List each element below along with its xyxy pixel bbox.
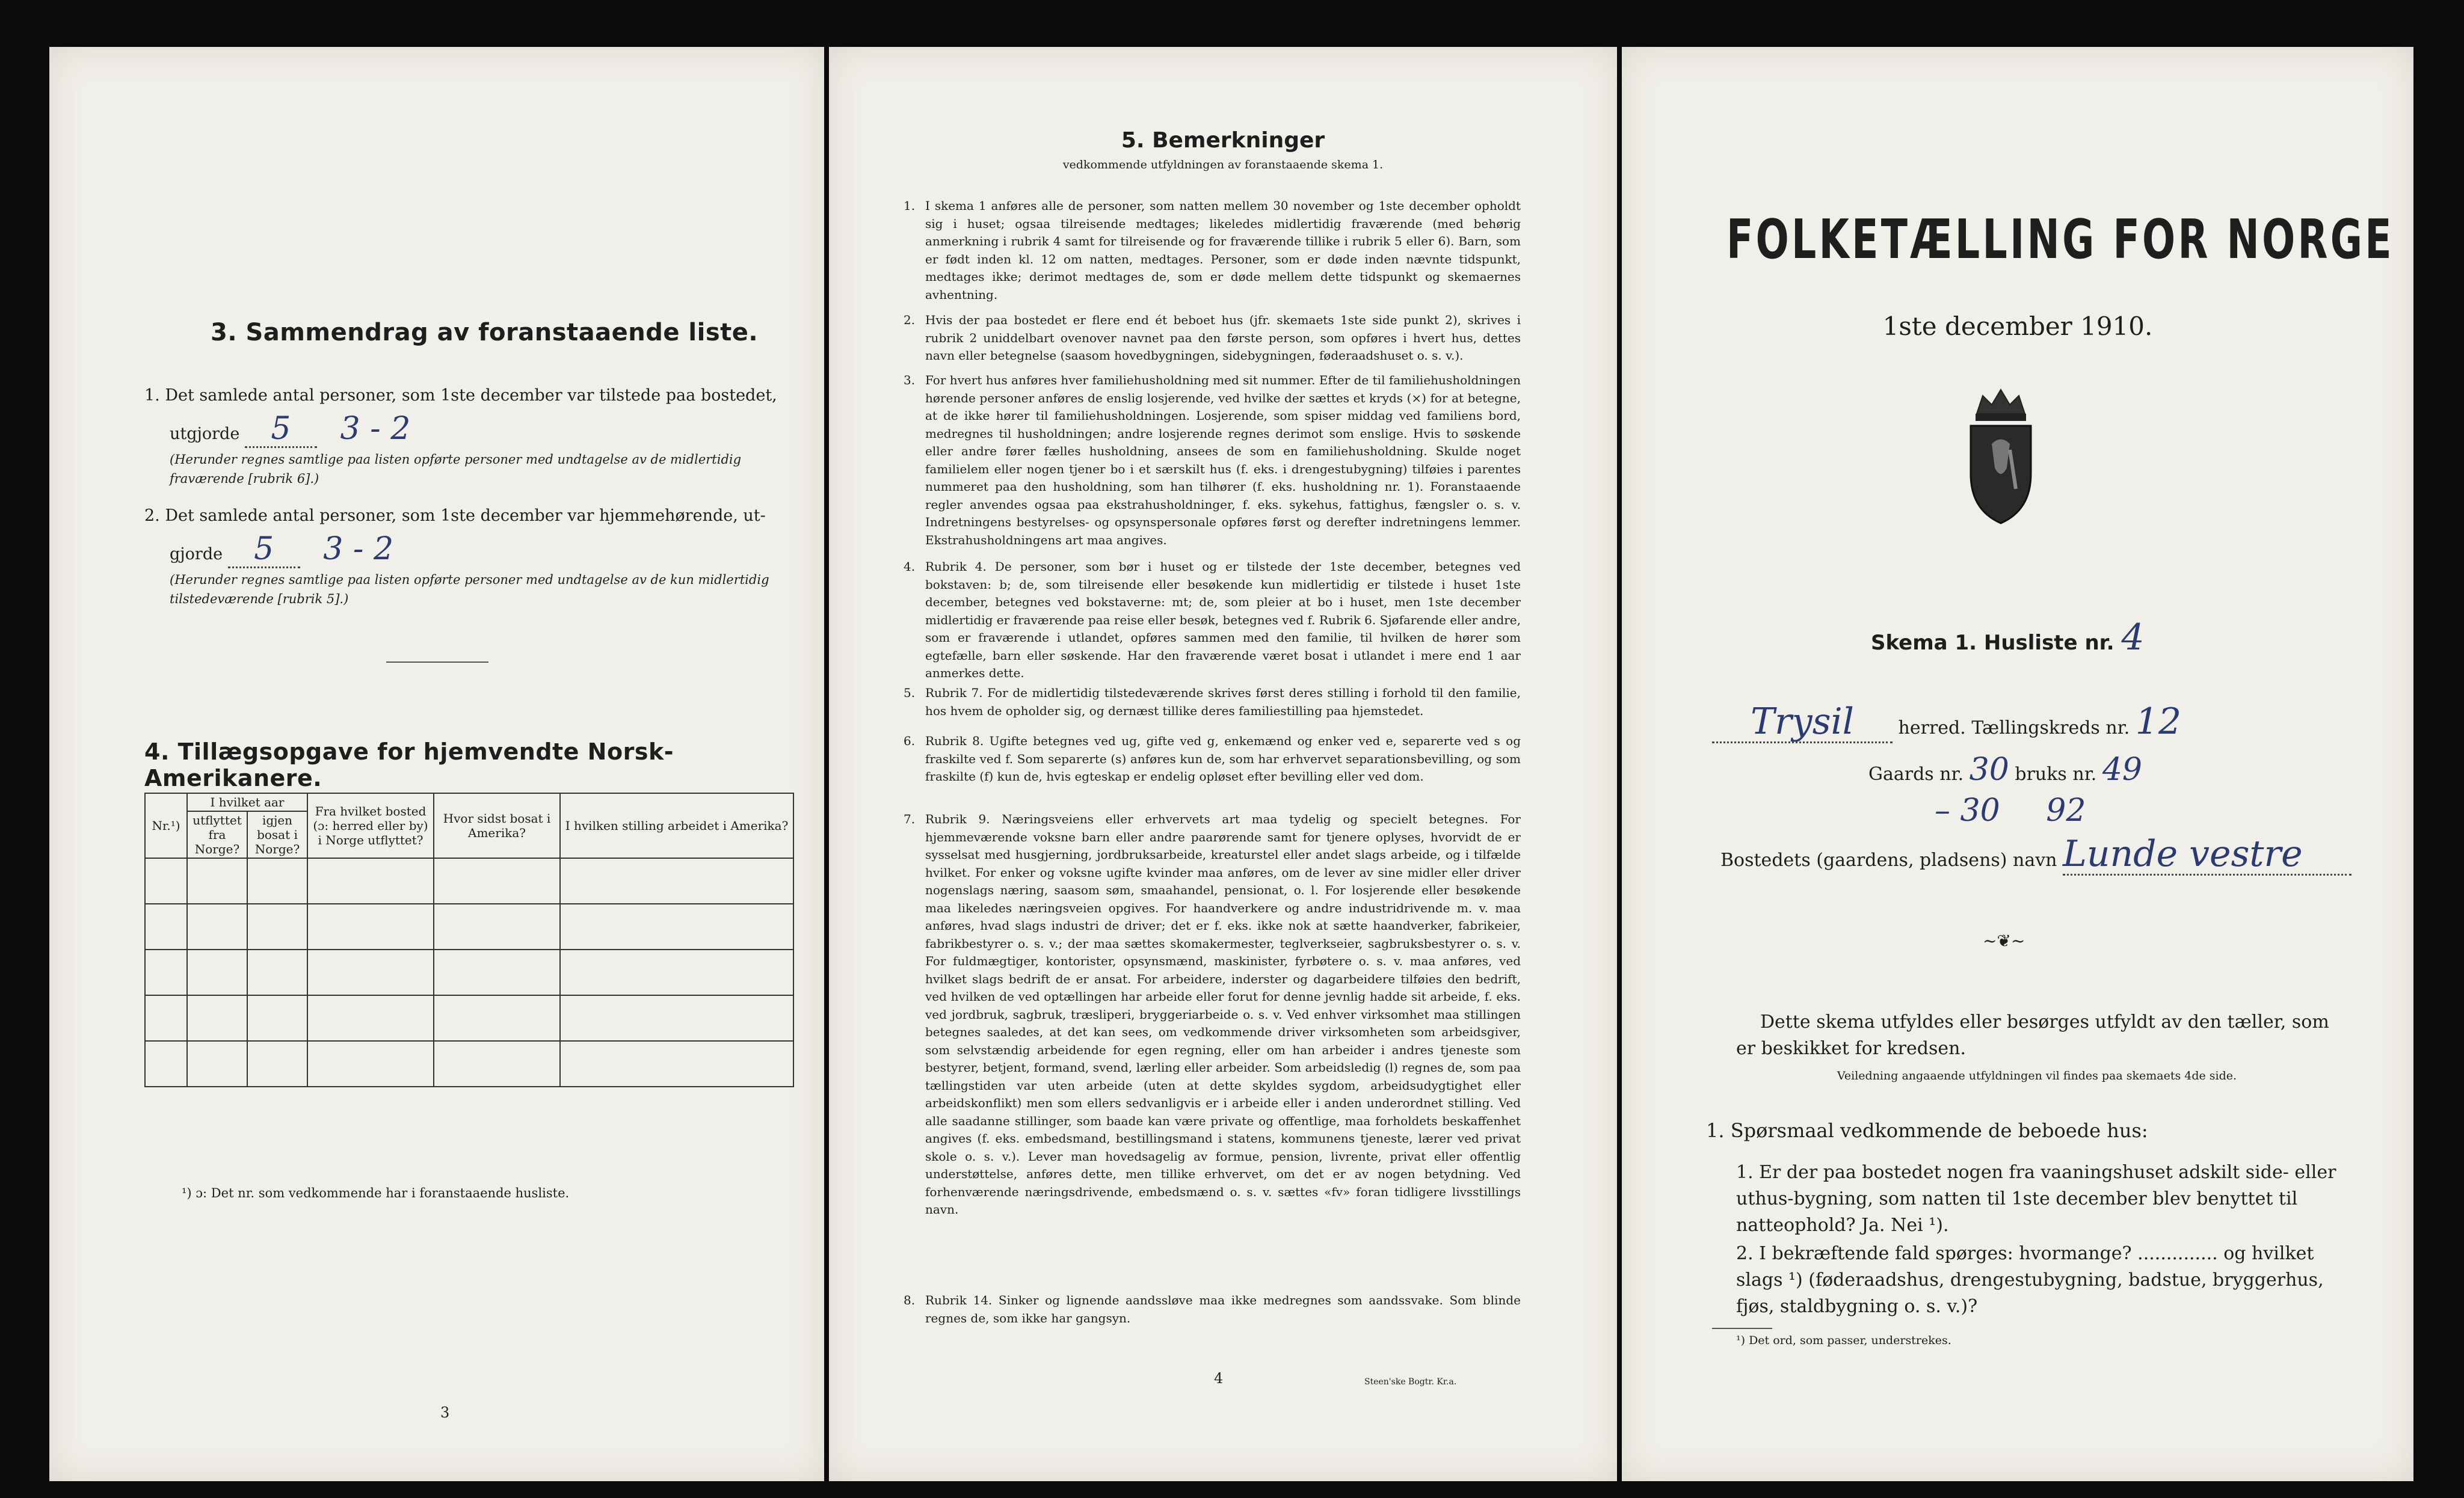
page-left bbox=[49, 47, 824, 1481]
schema-label: Skema 1. Husliste nr. bbox=[1871, 631, 2114, 655]
remark-6: 6. Rubrik 8. Ugifte betegnes ved ug, gifte ved g, enkemænd og enker ved e, separerte ved s og fraskilte ved f. Som separerte (s) anføres kun de, som har erhvervet separationsbevilling, og som fraskilte (f) kun de, hvis egteskap er endelig opløset efter bevilling eller ved dom. bbox=[904, 734, 1521, 784]
printer-mark: Steen'ske Bogtr. Kr.a. bbox=[1364, 1377, 1457, 1387]
page-middle bbox=[829, 47, 1617, 1481]
col-group: I hvilket aar bbox=[187, 793, 307, 811]
item1-handwritten: 5 bbox=[271, 411, 291, 447]
item1-text: 1. Det samlede antal personer, som 1ste december var tilstede paa bostedet, bbox=[144, 386, 777, 405]
kreds-nr: 12 bbox=[2135, 701, 2182, 743]
herred-line bbox=[1712, 701, 2182, 743]
ornament-icon: ~❦~ bbox=[1983, 931, 2025, 951]
table-footnote: ¹) ɔ: Det nr. som vedkommende har i foranstaaende husliste. bbox=[182, 1186, 570, 1200]
bosted-label: Bostedets (gaardens, pladsens) navn bbox=[1720, 850, 2057, 871]
tillegg-table bbox=[144, 793, 794, 1087]
item1-line bbox=[170, 411, 411, 448]
col-hvor-sidst: Hvor sidst bosat i Amerika? bbox=[434, 793, 560, 858]
section4-title: 4. Tillægsopgave for hjemvendte Norsk-Amerikanere. bbox=[144, 738, 674, 791]
table-row bbox=[145, 950, 793, 995]
item2-prefix: gjorde bbox=[170, 545, 223, 563]
item2-note: (Herunder regnes samtlige paa listen opførte personer med undtagelse av de kun midlertidig tilstedeværende [rubrik 5].) bbox=[170, 572, 769, 606]
remark-2: 2. Hvis der paa bostedet er flere end ét beboet hus (jfr. skemaets 1ste side punkt 2), skrives i rubrik 2 uniddelbart ovenover navnet paa den første person, som opføres i hvert hus, dettes navn eller betegnelse (saasom hovedbygningen, sidebygningen, føderaadshuset o. s. v.). bbox=[904, 313, 1521, 363]
remark-5: 5. Rubrik 7. For de midlertidig tilstedeværende skrives først deres stilling i forhold til den familie, hos hvem de opholder sig, og dernæst tillike deres familiestilling paa hjemstedet. bbox=[904, 686, 1521, 718]
divider bbox=[386, 662, 488, 663]
gaards-nr: 30 bbox=[1969, 752, 2009, 788]
col-nr: Nr.¹) bbox=[145, 793, 187, 858]
remark-3: 3. For hvert hus anføres hver familiehusholdning med sit nummer. Efter de til familiehusholdningen hørende personer anføres de enslig losjerende, ved hvilke der sættes et kryds (×) for at betegne, at de ikke hører til familiehusholdningen. Losjerende, som spiser middag ved familiens bord, medregnes til husholdningen; andre losjerende regnes derimot som enslige. Hvis to søskende eller andre fører fælles husholdning, ansees de som en familiehusholdning. Skulde noget familielem eller nogen tjener bo i et særskilt hus (f. eks. i drengestubygning) tilføies i parentes nummeret paa den husholdning, som han tilhører (f. eks. husholdning nr. 1). Foranstaaende regler anvendes ogsaa paa ekstrahusholdninger, f. eks. sykehus, fattighus, fængsler o. s. v. Indretningens bestyrelses- og opsynspersonale opføres først og derefter indretningens lemmer. Ekstrahusholdningens art maa angives. bbox=[904, 373, 1521, 547]
page-right bbox=[1622, 47, 2413, 1481]
item2-text: 2. Det samlede antal personer, som 1ste december var hjemmehørende, ut- bbox=[144, 506, 766, 525]
item2-handwritten-2: 3 - 2 bbox=[323, 531, 394, 567]
remark-7: 7. Rubrik 9. Næringsveiens eller erhvervets art maa tydelig og specielt betegnes. For hjemmeværende voksne barn eller andre paarørende samt for tjenere oplyses, hvorvidt de er sysselsat med husgjerning, jordbruksarbeide, kreaturstel eller andet slags arbeide, og i tilfælde hvilket. For enker og voksne ugifte kvinder maa anføres, om de lever av sine midler eller driver nogenslags næring, saasom søm, smaahandel, pensionat, o. l. For losjerende eller besøkende maa likeledes næringsveien opgives. For haandverkere og andre industridrivende m. v. maa anføres, hvad slags industri de driver; det er f. eks. ikke nok at sætte haandverker, fabrikeier, fabrikbestyrer o. s. v.; der maa sættes skomakermester, teglverkseier, sagbruksbestyrer o. s. v. For fuldmægtiger, kontorister, opsynsmænd, maskinister, fyrbøtere o. s. v. maa anføres, ved hvilket slags bedrift de er ansat. For arbeidere, inderster og dagarbeidere tilføies den bedrift, ved hvilken de ved optællingen har arbeide eller forut for denne jevnlig hadde sit arbeide, f. eks. ved jordbruk, sagbruk, træsliperi, bryggeriarbeide o. s. v. Ved enhver virksomhet maa stillingen betegnes saaledes, at det kan sees, om vedkommende driver virksomheten som arbeidsgiver, som selvstændig arbeidende for egen regning, eller om han arbeider i andres tjeneste som bestyrer, betjent, formand, svend, lærling eller arbeider. Som arbeidsledig (l) regnes de, som paa tællingstiden var uten arbeide (uten at dette skyldes sygdom, arbeidsudygtighet eller arbeidskonflikt) men som ellers sedvanligvis er i arbeide eller i anden underordnet stilling. Ved alle saadanne stillinger, som baade kan være private og offentlige, maa forholdets beskaffenhet angives (f. eks. embedsmand, bestillingsmand i statens, kommunens tjeneste, lærer ved privat skole o. s. v.). Lever man hovedsagelig av formue, pension, livrente, privat eller offentlig understøttelse, anføres dette, men tillike erhvervet, om det er av nogen betydning. Ved forhenværende næringsdrivende, embedsmænd o. s. v. sættes «fv» foran tidligere livsstillings navn. bbox=[904, 812, 1521, 1217]
footnote: ¹) Det ord, som passer, understrekes. bbox=[1736, 1334, 1951, 1347]
table-row bbox=[145, 995, 793, 1041]
gaards-label: Gaards nr. bbox=[1868, 764, 1964, 785]
page-number-4: 4 bbox=[1214, 1370, 1224, 1387]
bosted-line bbox=[1720, 833, 2352, 876]
item1-prefix: utgjorde bbox=[170, 425, 240, 443]
item1-note: (Herunder regnes samtlige paa listen opførte personer med undtagelse av de midlertidig fraværende [rubrik 6].) bbox=[170, 452, 742, 486]
table-row bbox=[145, 858, 793, 904]
veiledning: Veiledning angaaende utfyldningen vil findes paa skemaets 4de side. bbox=[1837, 1069, 2237, 1082]
item2-line bbox=[170, 531, 394, 568]
page-number-3: 3 bbox=[440, 1404, 450, 1421]
table-row bbox=[145, 904, 793, 950]
gaards-line bbox=[1868, 752, 2142, 788]
document-title: FOLKETÆLLING FOR NORGE bbox=[1726, 208, 2394, 271]
col-igjen: igjen bosat i Norge? bbox=[247, 811, 307, 858]
instruction: Dette skema utfyldes eller besørges utfyldt av den tæller, som er beskikket for kredsen. bbox=[1736, 1011, 2329, 1059]
remark-1: 1. I skema 1 anføres alle de personer, som natten mellem 30 november og 1ste december opholdt sig i huset; ogsaa tilreisende medtages; likeledes midlertidig fraværende (med behørig anmerkning i rubrik 4 samt for tilreisende og for fraværende tillike i rubrik 5 eller 6). Barn, som er født inden kl. 12 om natten, medtages. Personer, som er døde inden nævnte tidspunkt, medtages ikke; derimot medtages de, som er døde mellem dette tidspunkt og skemaernes avhentning. bbox=[904, 198, 1521, 302]
schema-line bbox=[1871, 616, 2145, 658]
husliste-nr: 4 bbox=[2121, 616, 2145, 658]
second-numbers bbox=[1935, 793, 2086, 829]
coat-of-arms-icon bbox=[1959, 384, 2043, 528]
item2-handwritten: 5 bbox=[254, 531, 274, 567]
col-fra-bosted: Fra hvilket bosted (ɔ: herred eller by) i Norge utflyttet? bbox=[307, 793, 434, 858]
question-2: 2. I bekræftende fald spørges: hvormange? .............. og hvilket slags ¹) (føderaadshus, drengestubygning, badstue, bryggerhus, fjøs, staldbygning o. s. v.)? bbox=[1736, 1243, 2324, 1317]
item1-handwritten-2: 3 - 2 bbox=[340, 411, 411, 447]
herred-label: herred. Tællingskreds nr. bbox=[1898, 717, 2130, 738]
bruks-nr: 49 bbox=[2102, 752, 2142, 788]
bemerkninger-subheading: vedkommende utfyldningen av foranstaaende skema 1. bbox=[1062, 158, 1384, 171]
second-bruks: 92 bbox=[2046, 793, 2086, 829]
bruks-label: bruks nr. bbox=[2015, 764, 2097, 785]
question-heading: 1. Spørsmaal vedkommende de beboede hus: bbox=[1706, 1119, 2148, 1142]
census-date: 1ste december 1910. bbox=[1882, 312, 2153, 341]
bemerkninger-heading: 5. Bemerkninger bbox=[1121, 128, 1325, 153]
second-gaards: – 30 bbox=[1935, 793, 2000, 829]
footnote-rule bbox=[1712, 1328, 1772, 1329]
table-row bbox=[145, 1041, 793, 1087]
bosted-value: Lunde vestre bbox=[2063, 833, 2303, 875]
remark-4: 4. Rubrik 4. De personer, som bør i huset og er tilstede der 1ste december, betegnes ved bokstaven: b; de, som tilreisende eller besøkende kun midlertidig er tilstede i huset 1ste december, betegnes ved bokstaverne: mt; de, som pleier at bo i huset, men 1ste december midlertidig er fraværende paa reise eller besøk, betegnes ved f. Rubrik 6. Sjøfarende eller andre, som er fraværende i utlandet, opføres sammen med den familie, til hvilken de hører som egtefælle, barn eller søskende. Har den fraværende været bosat i utlandet i mere end 1 aar anmerkes dette. bbox=[904, 559, 1521, 680]
question-1: 1. Er der paa bostedet nogen fra vaaningshuset adskilt side- eller uthus-bygning, som natten til 1ste december blev benyttet til natteophold? Ja. Nei ¹). bbox=[1736, 1162, 2336, 1236]
remark-8: 8. Rubrik 14. Sinker og lignende aandssløve maa ikke medregnes som aandssvake. Som blinde regnes de, som ikke har gangsyn. bbox=[904, 1293, 1521, 1325]
col-stilling: I hvilken stilling arbeidet i Amerika? bbox=[560, 793, 793, 858]
herred-value: Trysil bbox=[1751, 701, 1854, 743]
col-utflyttet: utflyttet fra Norge? bbox=[187, 811, 247, 858]
section3-title: 3. Sammendrag av foranstaaende liste. bbox=[211, 319, 759, 346]
